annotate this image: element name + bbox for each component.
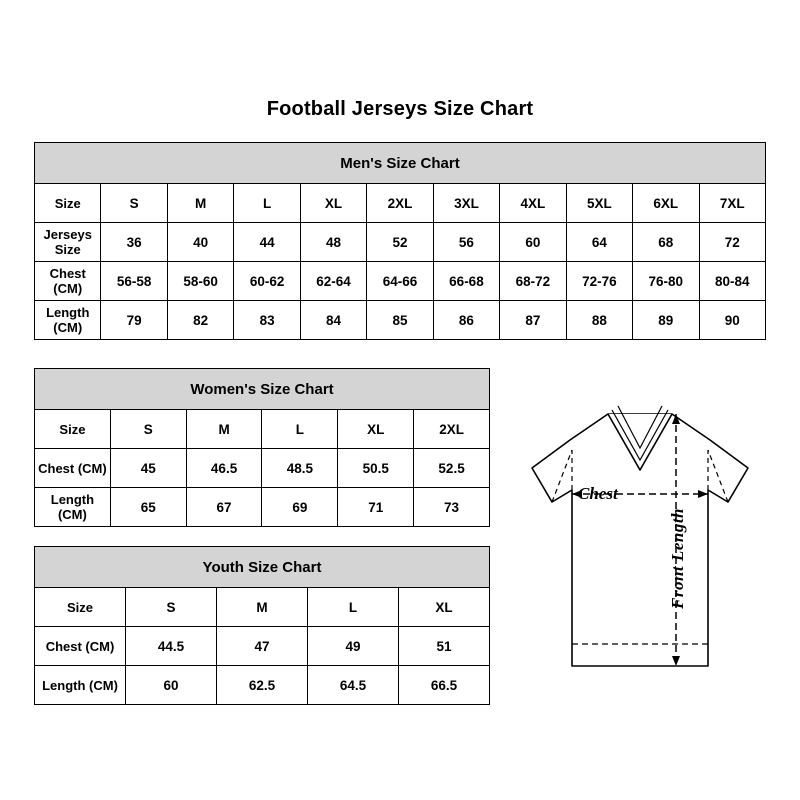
table-cell: 64.5 [308,666,399,705]
row-label: Chest (CM) [35,262,101,301]
table-cell: 82 [167,301,233,340]
table-cell: 36 [101,223,167,262]
table-cell: 51 [399,627,490,666]
table-cell: 65 [110,488,186,527]
mens-section-title: Men's Size Chart [35,143,766,184]
row-label: Size [35,184,101,223]
table-cell: 44 [234,223,300,262]
row-label: Jerseys Size [35,223,101,262]
tshirt-icon [500,398,780,688]
table-cell: XL [338,410,414,449]
table-row [35,488,490,527]
table-cell: 52.5 [414,449,490,488]
table-cell: 60-62 [234,262,300,301]
table-cell: 86 [433,301,499,340]
table-row [35,627,490,666]
table-cell: S [126,588,217,627]
chest-measure-label: Chest [578,484,618,503]
mens-size-chart-table [34,142,766,340]
table-cell: 44.5 [126,627,217,666]
table-cell: 60 [500,223,566,262]
table-cell: 2XL [414,410,490,449]
table-cell: XL [300,184,366,223]
table-cell: 73 [414,488,490,527]
table-cell: 72 [699,223,765,262]
table-cell: 2XL [367,184,433,223]
table-cell: 76-80 [633,262,699,301]
table-cell: 87 [500,301,566,340]
table-cell: 66-68 [433,262,499,301]
table-cell: 64 [566,223,632,262]
row-label: Size [35,410,111,449]
table-section-header-row [35,369,490,410]
table-cell: L [308,588,399,627]
table-cell: 6XL [633,184,699,223]
table-row [35,666,490,705]
table-cell: 90 [699,301,765,340]
table-cell: 69 [262,488,338,527]
table-cell: 45 [110,449,186,488]
table-row [35,588,490,627]
table-cell: 71 [338,488,414,527]
table-cell: 62.5 [217,666,308,705]
row-label: Size [35,588,126,627]
table-cell: 89 [633,301,699,340]
row-label: Chest (CM) [35,449,111,488]
table-cell: L [262,410,338,449]
table-cell: 49 [308,627,399,666]
womens-section-title: Women's Size Chart [35,369,490,410]
table-cell: 66.5 [399,666,490,705]
table-cell: 68 [633,223,699,262]
row-label: Length (CM) [35,301,101,340]
row-label: Length (CM) [35,488,111,527]
table-cell: 4XL [500,184,566,223]
table-cell: 67 [186,488,262,527]
table-cell: 3XL [433,184,499,223]
table-cell: M [186,410,262,449]
table-cell: M [167,184,233,223]
table-row [35,184,766,223]
table-section-header-row [35,547,490,588]
table-cell: 84 [300,301,366,340]
table-row [35,301,766,340]
table-cell: 46.5 [186,449,262,488]
table-cell: 62-64 [300,262,366,301]
table-row [35,449,490,488]
table-cell: 79 [101,301,167,340]
table-row [35,223,766,262]
table-cell: 88 [566,301,632,340]
table-section-header-row [35,143,766,184]
table-cell: 60 [126,666,217,705]
table-cell: 64-66 [367,262,433,301]
table-cell: 85 [367,301,433,340]
table-cell: 48.5 [262,449,338,488]
youth-section-title: Youth Size Chart [35,547,490,588]
table-cell: 7XL [699,184,765,223]
table-cell: 68-72 [500,262,566,301]
table-row [35,410,490,449]
table-cell: M [217,588,308,627]
table-cell: 50.5 [338,449,414,488]
table-cell: 80-84 [699,262,765,301]
table-cell: S [101,184,167,223]
table-cell: 47 [217,627,308,666]
table-cell: S [110,410,186,449]
row-label: Length (CM) [35,666,126,705]
table-cell: 52 [367,223,433,262]
table-cell: 48 [300,223,366,262]
table-cell: 58-60 [167,262,233,301]
table-cell: 56 [433,223,499,262]
table-cell: 56-58 [101,262,167,301]
table-cell: 5XL [566,184,632,223]
row-label: Chest (CM) [35,627,126,666]
tshirt-measurement-diagram [500,398,780,688]
womens-size-chart-table [34,368,490,527]
table-cell: L [234,184,300,223]
table-row [35,262,766,301]
table-cell: 40 [167,223,233,262]
table-cell: 72-76 [566,262,632,301]
table-cell: 83 [234,301,300,340]
page-title: Football Jerseys Size Chart [266,98,534,120]
youth-size-chart-table [34,546,490,705]
front-length-measure-label: Front Length [668,508,687,609]
table-cell: XL [399,588,490,627]
